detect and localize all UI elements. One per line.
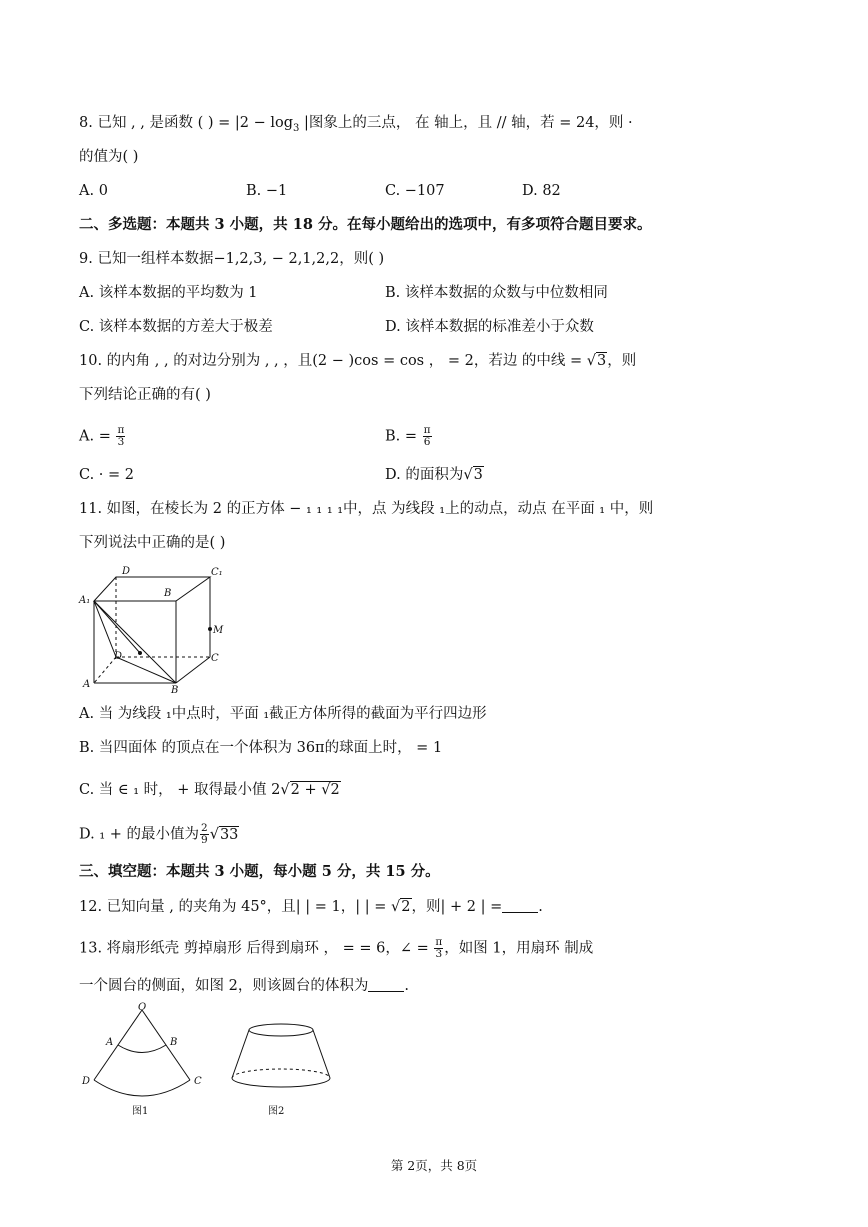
fig1-label-c: C: [194, 1076, 202, 1087]
sector-ring-figure: [78, 1000, 218, 1120]
q9-option-d: D. 该样本数据的标准差小于众数: [385, 319, 594, 335]
q9-option-a: A. 该样本数据的平均数为 1: [79, 285, 258, 301]
cube-label-c: C: [211, 653, 219, 664]
q8-option-c: C. −107: [385, 183, 445, 199]
q11-option-d: D. ₁ + 的最小值为 $\frac{2}{9}$ √33: [79, 822, 239, 846]
fig1-label-a: A: [106, 1037, 114, 1048]
fig1-caption: 图1: [132, 1106, 149, 1117]
q10-option-a: A. = $\frac{\pi}{3}$: [79, 424, 125, 448]
frustum-figure: [226, 1020, 336, 1120]
cube-label-d: D: [114, 651, 123, 662]
q10-stem-line2: 下列结论正确的有( ): [79, 387, 211, 403]
q13-stem-line1: 13. 将扇形纸壳 剪掉扇形 后得到扇环 ， = = 6，∠ = $\frac{\pi}{3}$ ，如图 1，用扇环 制成: [79, 936, 594, 960]
q8-option-d: D. 82: [522, 183, 561, 199]
q11-stem-line1: 11. 如图，在棱长为 2 的正方体 − ₁ ₁ ₁ ₁中，点 为线段 ₁上的动点，动点 在平面 ₁ 中，则: [79, 501, 654, 517]
q11-stem-line2: 下列说法中正确的是( ): [79, 535, 226, 551]
q10-option-b: B. = $\frac{\pi}{6}$: [385, 424, 431, 448]
fig1-label-b: B: [170, 1037, 178, 1048]
q12-stem: 12. 已知向量 , 的夹角为 45°，且| | = 1，| | = √2，则| + 2 | = .: [79, 899, 543, 915]
fig1-label-o: O: [138, 1002, 147, 1013]
q8-stem-line2: 的值为( ): [79, 149, 139, 165]
cube-label-a1: A₁: [79, 595, 91, 606]
q10-option-d: D. 的面积为√3: [385, 467, 483, 483]
page-footer: 第 2页，共 8页: [390, 1158, 478, 1173]
cube-label-d1: D: [122, 566, 131, 577]
q12-answer-blank: [502, 898, 538, 913]
fig1-label-d: D: [82, 1076, 91, 1087]
cube-label-b1: B: [164, 588, 172, 599]
q11-option-b: B. 当四面体 的顶点在一个体积为 36π的球面上时， = 1: [79, 740, 443, 756]
q8-stem-line1: 8. 已知 , , 是函数 ( ) = $|2 - \log_3$ |图象上的三点， 在 轴上，且 // 轴，若 = 24，则 ·: [79, 115, 633, 134]
q9-stem: 9. 已知一组样本数据−1,2,3, − 2,1,2,2，则( ): [79, 251, 385, 267]
q10-option-c: C. · = 2: [79, 467, 134, 483]
section-fill-in-heading: 三、填空题：本题共 3 小题，每小题 5 分，共 15 分。: [79, 863, 440, 880]
q13-stem-line2: 一个圆台的侧面，如图 2，则该圆台的体积为 .: [79, 978, 409, 994]
q9-option-c: C. 该样本数据的方差大于极差: [79, 319, 273, 335]
q13-answer-blank: [368, 977, 404, 992]
q10-stem-line1: 10. 的内角 , , 的对边分别为 , , ，且(2 − )cos = cos ， = 2，若边 的中线 = √3，则: [79, 353, 637, 369]
q11-option-a: A. 当 为线段 ₁中点时，平面 ₁截正方体所得的截面为平行四边形: [79, 706, 487, 722]
q8-option-a: A. 0: [79, 183, 108, 199]
cube-label-b: B: [171, 685, 179, 695]
cube-label-c1: C₁: [211, 567, 223, 578]
cube-figure: [78, 563, 238, 695]
q9-option-b: B. 该样本数据的众数与中位数相同: [385, 285, 608, 301]
cube-label-m: M: [213, 625, 224, 636]
q8-option-b: B. −1: [246, 183, 288, 199]
fig2-caption: 图2: [268, 1106, 285, 1117]
section-multiple-choice-heading: 二、多选题：本题共 3 小题，共 18 分。在每小题给出的选项中，有多项符合题目要求。: [79, 216, 652, 233]
q11-option-c: C. 当 ∈ ₁ 时， + 取得最小值 2√2 + √2: [79, 782, 340, 798]
cube-label-a: A: [83, 679, 91, 690]
